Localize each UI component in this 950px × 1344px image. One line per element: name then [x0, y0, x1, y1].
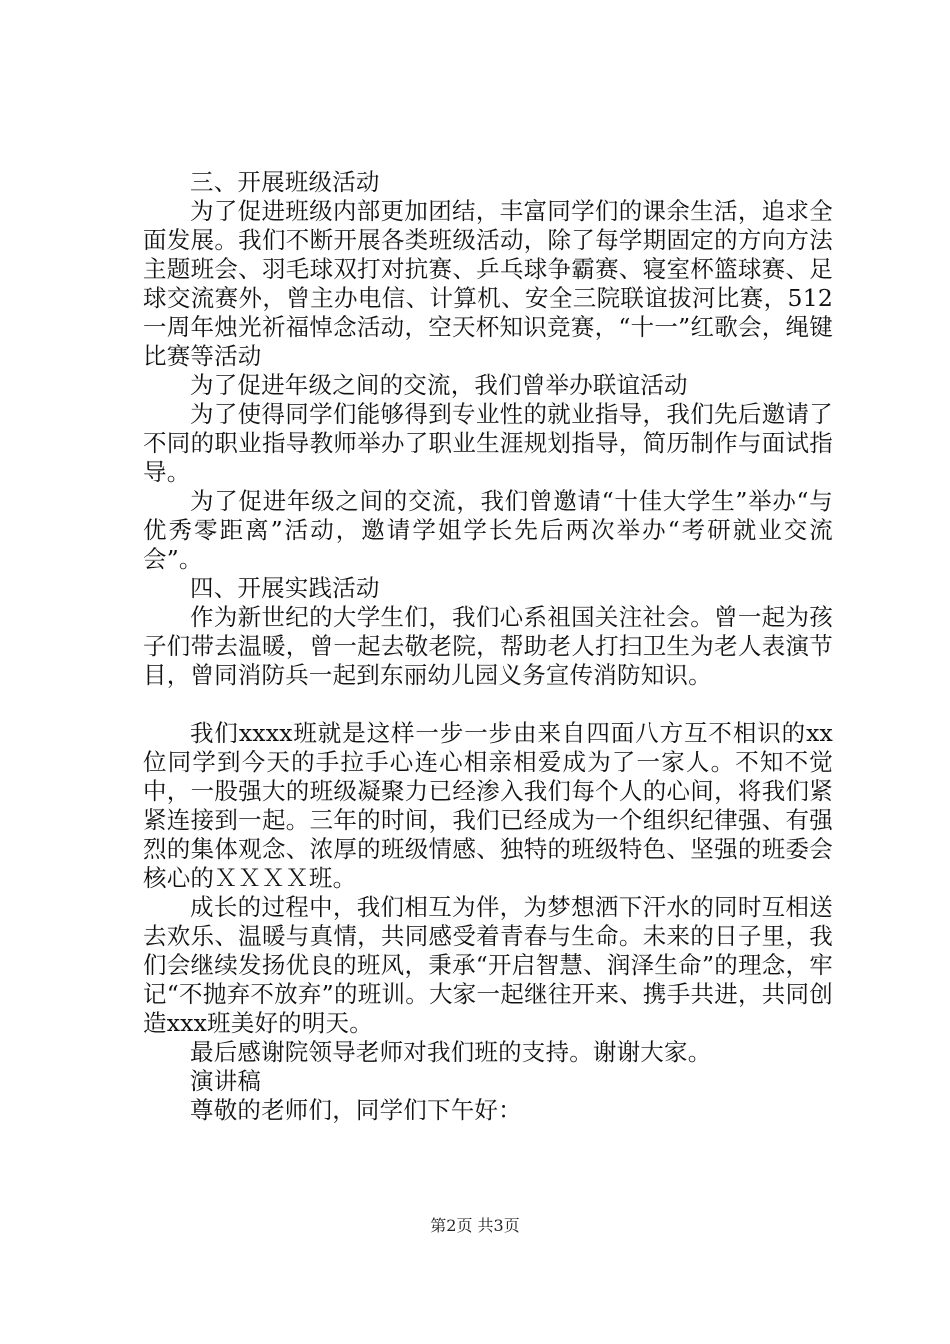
- paragraph-thanks: 最后感谢院领导老师对我们班的支持。谢谢大家。: [190, 1038, 712, 1066]
- paragraph-top-students: 为了促进年级之间的交流，我们曾邀请“十佳大学生”举办“与优秀零距离”活动，邀请学姐学长先后两次举办“考研就业交流会”。: [143, 487, 833, 573]
- page-number-footer: 第2页 共3页: [430, 1216, 520, 1235]
- section-heading-activities: 三、开展班级活动: [190, 168, 380, 196]
- document-body: [143, 168, 833, 1125]
- speech-title: 演讲稿: [190, 1067, 262, 1095]
- paragraph-grade-exchange: 为了促进年级之间的交流，我们曾举办联谊活动: [190, 371, 688, 399]
- paragraph-growth: 成长的过程中，我们相互为伴，为梦想洒下汗水的同时互相送去欢乐、温暖与真情，共同感受着青春与生命。未来的日子里，我们会继续发扬优良的班风，秉承“开启智慧、润泽生命”的理念，牢记“不抛弃不放弃”的班训。大家一起继往开来、携手共进，共同创造xxx班美好的明天。: [143, 893, 833, 1037]
- paragraph-class-family: 我们xxxx班就是这样一步一步由来自四面八方互不相识的xx位同学到今天的手拉手心连心相亲相爱成为了一家人。不知不觉中，一股强大的班级凝聚力已经渗入我们每个人的心间，将我们紧紧连接到一起。三年的时间，我们已经成为一个组织纪律强、有强烈的集体观念、浓厚的班级情感、独特的班级特色、坚强的班委会核心的ＸＸＸＸ班。: [143, 719, 833, 892]
- paragraph-career-guidance: 为了使得同学们能够得到专业性的就业指导，我们先后邀请了不同的职业指导教师举办了职业生涯规划指导，简历制作与面试指导。: [143, 400, 833, 486]
- paragraph-practice: 作为新世纪的大学生们，我们心系祖国关注社会。曾一起为孩子们带去温暖，曾一起去敬老院，帮助老人打扫卫生为老人表演节目，曾同消防兵一起到东丽幼儿园义务宣传消防知识。: [143, 603, 833, 689]
- blank-line: [143, 690, 833, 719]
- paragraph-class-activities: 为了促进班级内部更加团结，丰富同学们的课余生活，追求全面发展。我们不断开展各类班级活动，除了每学期固定的方向方法主题班会、羽毛球双打对抗赛、乒乓球争霸赛、寝室杯篮球赛、足球交流赛外，曾主办电信、计算机、安全三院联谊拔河比赛，512一周年烛光祈福悼念活动，空天杯知识竞赛，“十一”红歌会，绳键比赛等活动: [143, 197, 833, 370]
- speech-greeting: 尊敬的老师们，同学们下午好：: [190, 1096, 522, 1124]
- section-heading-practice: 四、开展实践活动: [190, 574, 380, 602]
